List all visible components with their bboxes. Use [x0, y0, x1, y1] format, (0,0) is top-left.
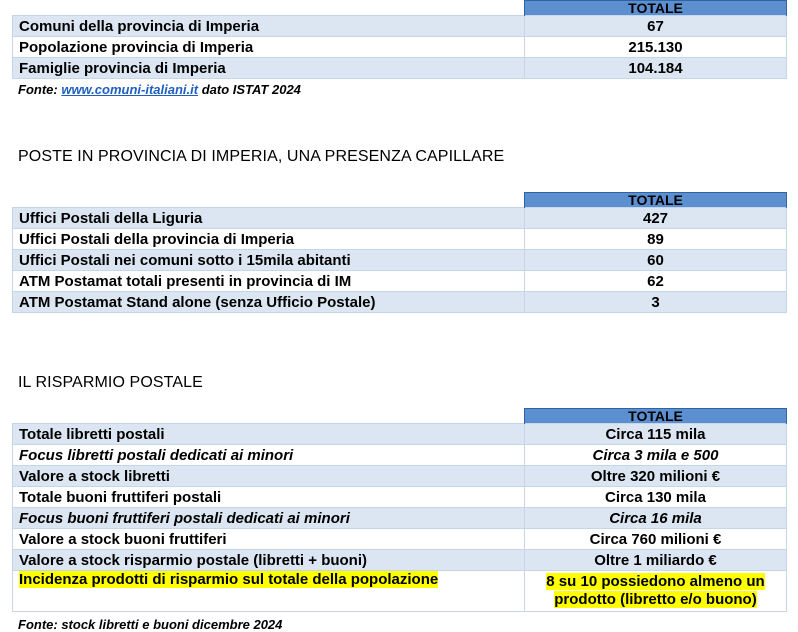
column-header-totale: TOTALE: [525, 193, 787, 208]
row-value: 89: [525, 229, 787, 250]
column-header-totale: TOTALE: [525, 409, 787, 424]
table-row: [13, 508, 787, 529]
table-row: [13, 229, 787, 250]
row-value: Circa 16 mila: [525, 508, 787, 529]
table-row: [13, 466, 787, 487]
row-value: 427: [525, 208, 787, 229]
table-row: [13, 550, 787, 571]
row-label: Uffici Postali della Liguria: [13, 208, 525, 229]
row-label: Uffici Postali nei comuni sotto i 15mila abitanti: [13, 250, 525, 271]
row-label: ATM Postamat Stand alone (senza Ufficio Postale): [13, 292, 525, 313]
table-row: [13, 250, 787, 271]
table-row: [13, 292, 787, 313]
row-label: [13, 571, 525, 612]
row-label: Valore a stock buoni fruttiferi: [13, 529, 525, 550]
source-note: Fonte: stock libretti e buoni dicembre 2024: [18, 617, 283, 632]
row-value: Oltre 1 miliardo €: [525, 550, 787, 571]
section-title: POSTE IN PROVINCIA DI IMPERIA, UNA PRESENZA CAPILLARE: [18, 148, 505, 165]
population-table: [12, 0, 787, 79]
row-value: Circa 3 mila e 500: [525, 445, 787, 466]
row-label: Comuni della provincia di Imperia: [13, 16, 525, 37]
row-label: Totale buoni fruttiferi postali: [13, 487, 525, 508]
header-blank: [13, 1, 525, 16]
row-label: Valore a stock libretti: [13, 466, 525, 487]
table-header-row: [13, 1, 787, 16]
row-value: 60: [525, 250, 787, 271]
table-row: [13, 529, 787, 550]
row-value: Circa 115 mila: [525, 424, 787, 445]
table-row: [13, 424, 787, 445]
highlighted-label: Incidenza prodotti di risparmio sul totale della popolazione: [19, 571, 439, 588]
savings-table: [12, 408, 787, 612]
source-note: [18, 82, 301, 97]
row-value: 215.130: [525, 37, 787, 58]
row-label: Famiglie provincia di Imperia: [13, 58, 525, 79]
table-header-row: [13, 409, 787, 424]
source-prefix: Fonte:: [18, 82, 62, 97]
source-link[interactable]: www.comuni-italiani.it: [61, 82, 199, 97]
table-row: [13, 208, 787, 229]
row-label: Valore a stock risparmio postale (libretti + buoni): [13, 550, 525, 571]
row-label: Uffici Postali della provincia di Imperia: [13, 229, 525, 250]
highlighted-row: [13, 571, 787, 612]
row-label: ATM Postamat totali presenti in provincia di IM: [13, 271, 525, 292]
table-header-row: [13, 193, 787, 208]
header-blank: [13, 193, 525, 208]
highlighted-value: 8 su 10 possiedono almeno un prodotto (libretto e/o buono): [546, 573, 765, 608]
row-value: Circa 130 mila: [525, 487, 787, 508]
table-row: [13, 445, 787, 466]
post-offices-table: [12, 192, 787, 313]
section-title: IL RISPARMIO POSTALE: [18, 374, 203, 391]
row-label: Totale libretti postali: [13, 424, 525, 445]
table-row: [13, 37, 787, 58]
row-value: 3: [525, 292, 787, 313]
source-suffix: dato ISTAT 2024: [198, 82, 301, 97]
row-value: Circa 760 milioni €: [525, 529, 787, 550]
table-row: [13, 487, 787, 508]
row-label: Focus libretti postali dedicati ai minori: [13, 445, 525, 466]
row-value: [525, 571, 787, 612]
row-value: 62: [525, 271, 787, 292]
header-blank: [13, 409, 525, 424]
table-row: [13, 271, 787, 292]
table-row: [13, 58, 787, 79]
row-value: 104.184: [525, 58, 787, 79]
row-value: Oltre 320 milioni €: [525, 466, 787, 487]
column-header-totale: TOTALE: [525, 1, 787, 16]
row-value: 67: [525, 16, 787, 37]
row-label: Focus buoni fruttiferi postali dedicati ai minori: [13, 508, 525, 529]
row-label: Popolazione provincia di Imperia: [13, 37, 525, 58]
table-row: [13, 16, 787, 37]
